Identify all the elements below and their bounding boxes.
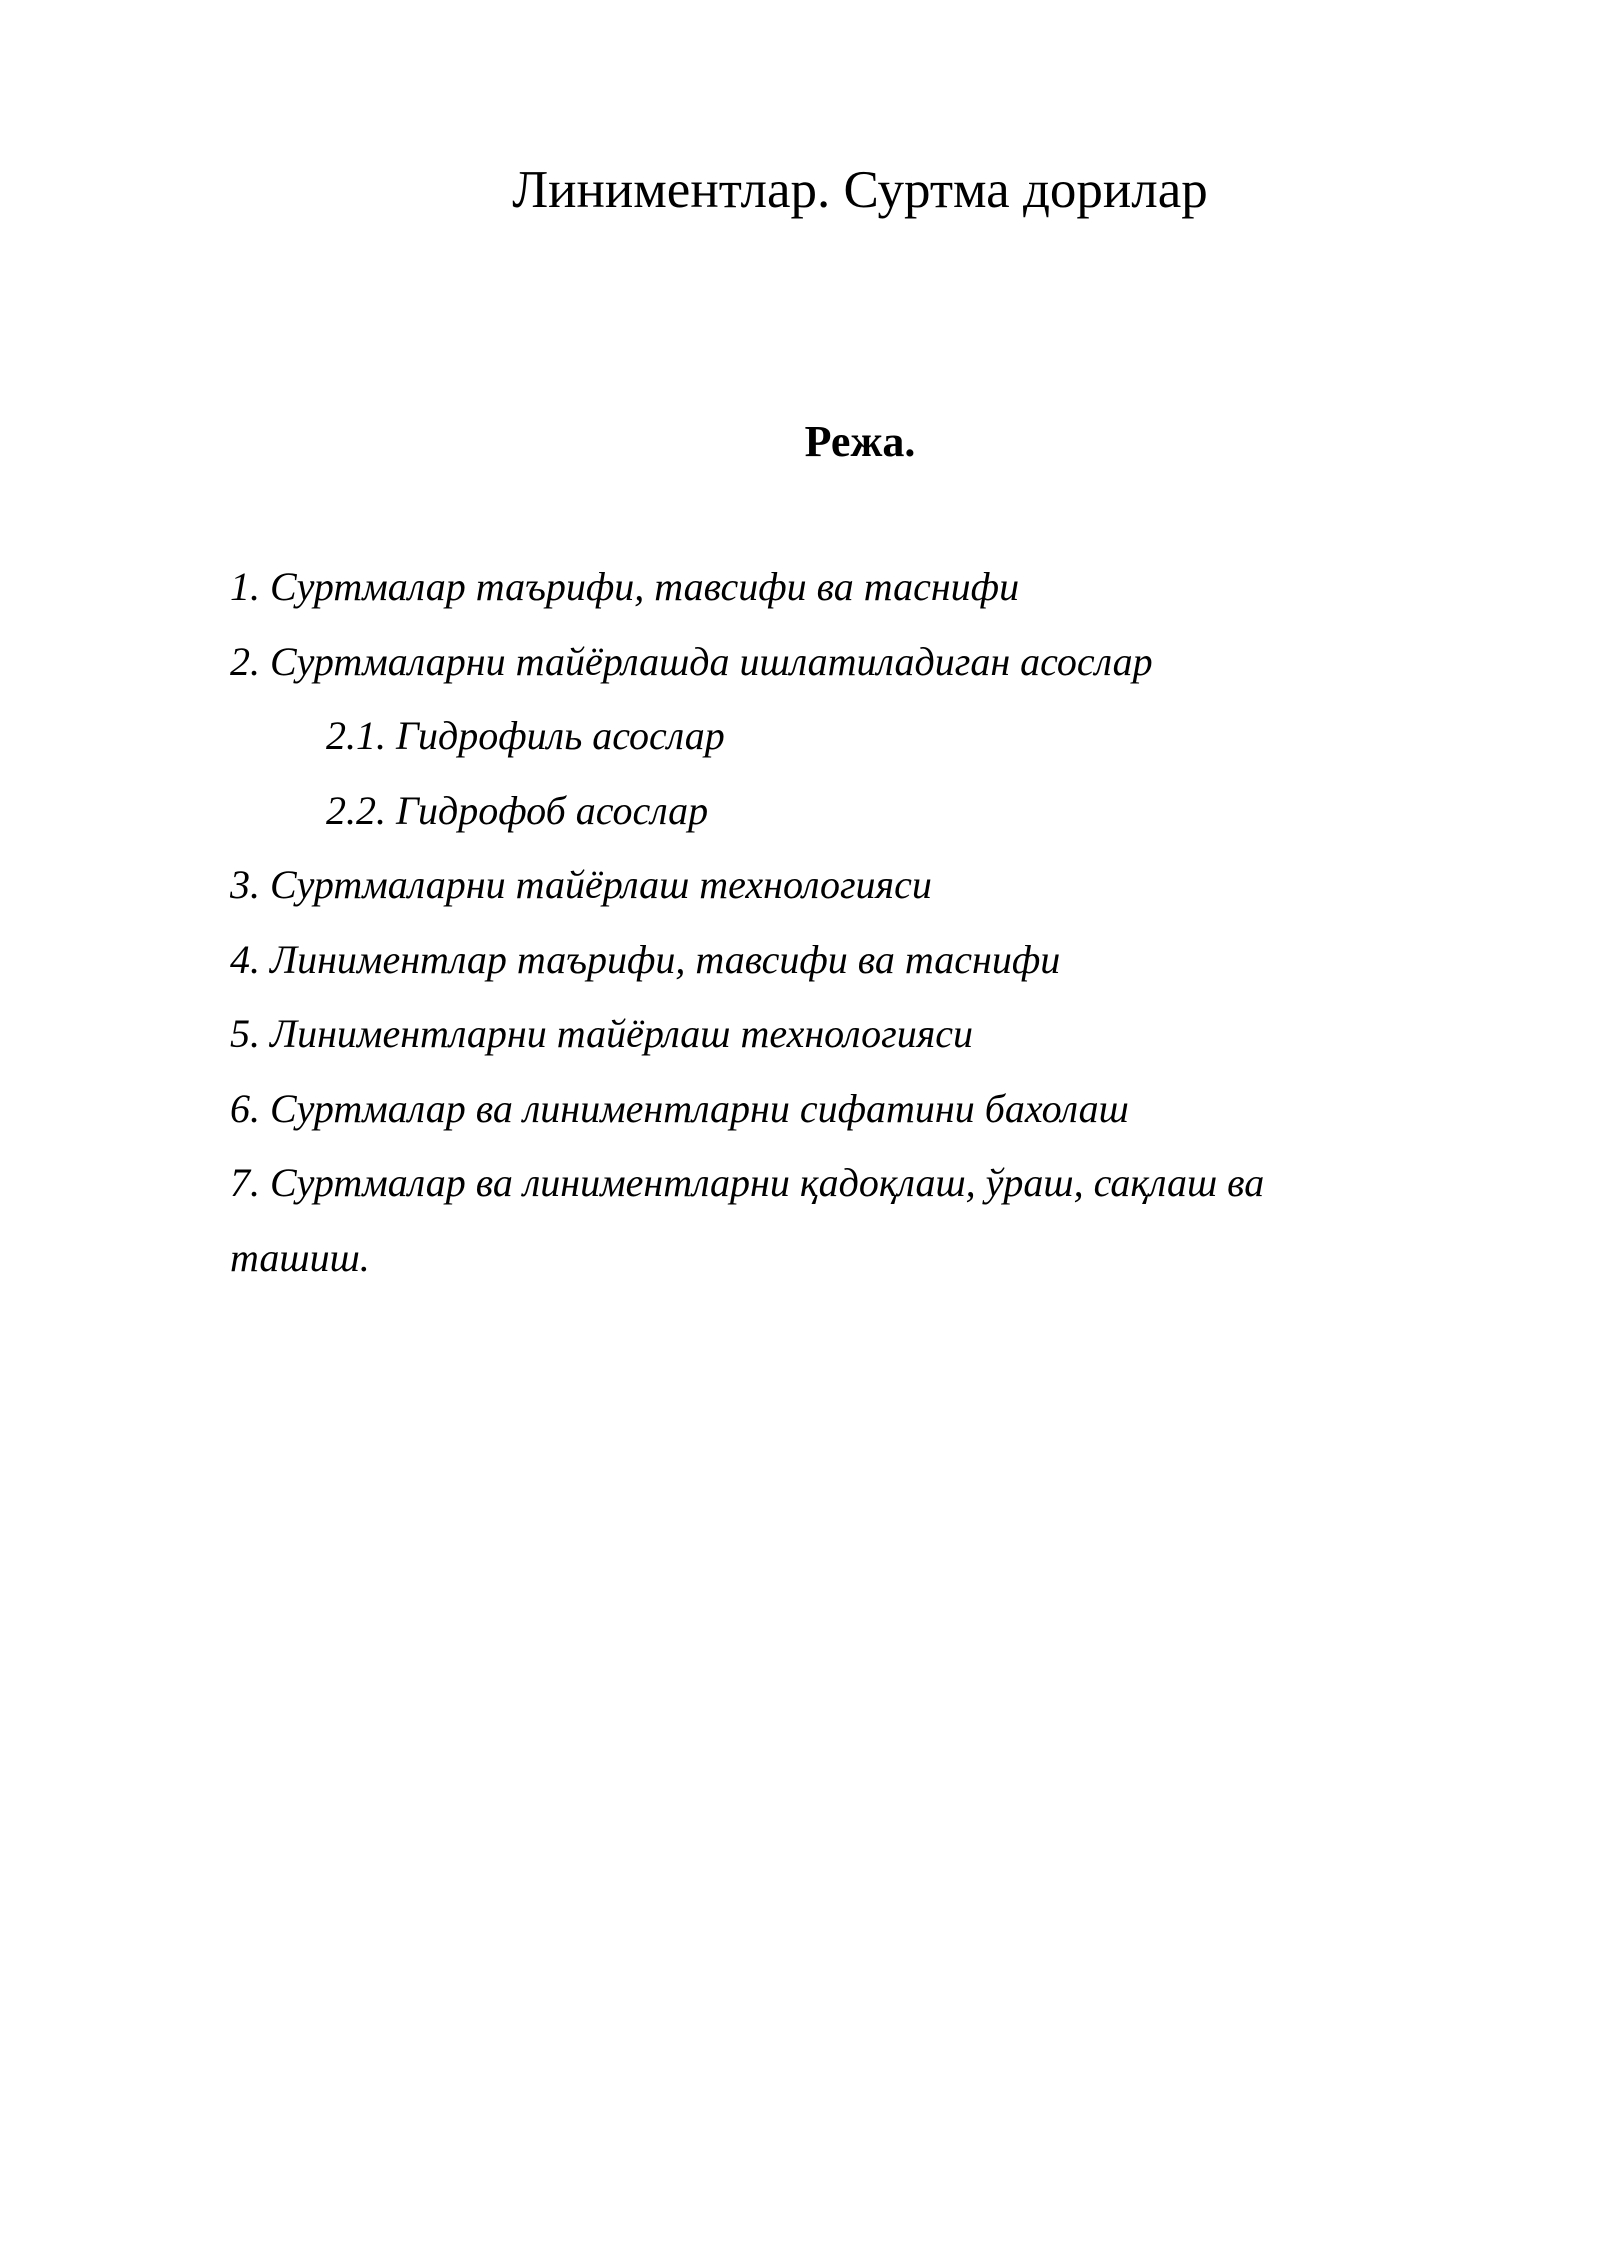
outline-item-3: 3. Суртмаларни тайёрлаш технологияси — [230, 862, 932, 907]
plan-outline — [230, 550, 1390, 1295]
outline-item-5: 5. Линиментларни тайёрлаш технологияси — [230, 1011, 974, 1056]
outline-item-2-2: 2.2. Гидрофоб асослар — [326, 787, 709, 833]
outline-item-2: 2. Суртмаларни тайёрлашда ишлатиладиган асослар — [230, 638, 1153, 684]
plan-heading: Режа. — [804, 417, 916, 466]
outline-item-7: 7. Суртмалар ва линиментларни қадоқлаш, ўраш, сақлаш ва ташиш. — [230, 1160, 1265, 1280]
document-title: Линиментлар. Суртма дорилар — [512, 161, 1208, 219]
outline-item-4: 4. Линиментлар таърифи, тавсифи ва таснифи — [230, 936, 1061, 982]
outline-item-1: 1. Суртмалар таърифи, тавсифи ва таснифи — [230, 564, 1020, 609]
outline-item-2-1: 2.1. Гидрофиль асослар — [326, 713, 725, 758]
outline-item-6: 6. Суртмалар ва линиментларни сифатини бахолаш — [230, 1085, 1129, 1131]
